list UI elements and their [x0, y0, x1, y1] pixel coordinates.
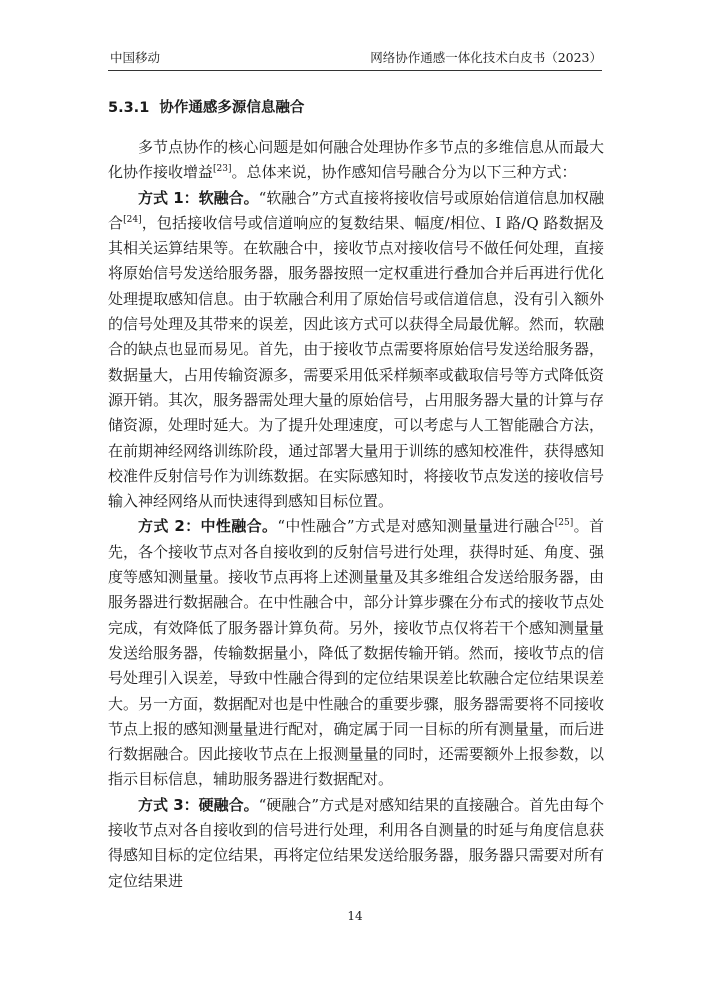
header-org: 中国移动 — [110, 50, 161, 65]
method-2-label: 方式 2：中性融合。 — [138, 517, 278, 536]
method-1-text: “软融合”方式直接将接收信号或原始信道信息加权融合 — [108, 188, 605, 232]
method-2-text-cont: 。首先，各个接收节点对各自接收到的反射信号进行处理，获得时延、角度、强度等感知测量量。接收节点再将上述测量量及其多维组合发送给服务器，由服务器进行数据融合。在中性融合中，部分计算步骤在分布式的接收节点处完成，有效降低了服务器计算负荷。另外，接收节点仅将若干个感知测量量发送给服务器，传输数据量小，降低了数据传输开销。然而，接收节点的信号处理引入误差，导致中性融合得到的定位结果误差比软融合定位结果误差大。另一方面，数据配对也是中性融合的重要步骤，服务器需要将不同接收节点上报的感知测量量进行配对，确定属于同一目标的所有测量量，而后进行数据融合。因此接收节点在上报测量量的同时，还需要额外上报参数，以指示目标信息，辅助服务器进行数据配对。 — [108, 517, 604, 789]
citation-25: [25] — [554, 518, 574, 529]
citation-23: [23] — [213, 164, 232, 175]
section-heading — [108, 96, 304, 117]
intro-text-cont: 。总体来说，协作感知信号融合分为以下三种方式： — [231, 163, 577, 182]
citation-24: [24] — [123, 214, 142, 225]
header-rule — [108, 70, 602, 71]
paragraph-method-3 — [108, 793, 604, 894]
paragraph-method-2 — [108, 514, 604, 792]
method-3-label: 方式 3：硬融合。 — [138, 795, 259, 814]
method-1-text-cont: ，包括接收信号或信道响应的复数结果、幅度/相位、I 路/Q 路数据及其相关运算结果等。在软融合中，接收节点对接收信号不做任何处理，直接将原始信号发送给服务器，服务器按照一定权重进行叠加合并后再进行优化处理提取感知信息。由于软融合利用了原始信号或信道信息，没有引入额外的信号处理及其带来的误差，因此该方式可以获得全局最优解。然而，软融合的缺点也显而易见。首先，由于接收节点需要将原始信号发送给服务器，数据量大，占用传输资源多，需要采用低采样频率或截取信号等方式降低资源开销。其次，服务器需处理大量的原始信号，占用服务器大量的计算与存储资源，处理时延大。为了提升处理速度，可以考虑与人工智能融合方法，在前期神经网络训练阶段，通过部署大量用于训练的感知校准件，获得感知校准件反射信号作为训练数据。在实际感知时，将接收节点发送的接收信号输入神经网络从而快速得到感知目标位置。 — [108, 213, 604, 511]
body-text — [108, 135, 604, 894]
method-1-label: 方式 1：软融合。 — [138, 188, 259, 207]
paragraph-method-1 — [108, 186, 604, 515]
page-number: 14 — [347, 909, 363, 923]
paragraph-intro — [108, 135, 604, 186]
section-title: 协作通感多源信息融合 — [159, 100, 305, 116]
intro-text: 多节点协作的核心问题是如何融合处理协作多节点的多维信息从而最大化协作接收增益 — [108, 138, 604, 182]
method-3-text: “硬融合”方式是对感知结果的直接融合。首先由每个接收节点对各自接收到的信号进行处理，利用各自测量的时延与角度信息获得感知目标的定位结果，再将定位结果发送给服务器，服务器只需要对所有定位结果进 — [108, 795, 605, 890]
header-doc-title: 网络协作通感一体化技术白皮书（2023） — [370, 50, 602, 65]
method-2-text: “中性融合”方式是对感知测量量进行融合 — [277, 517, 555, 536]
section-number: 5.3.1 — [108, 100, 150, 116]
